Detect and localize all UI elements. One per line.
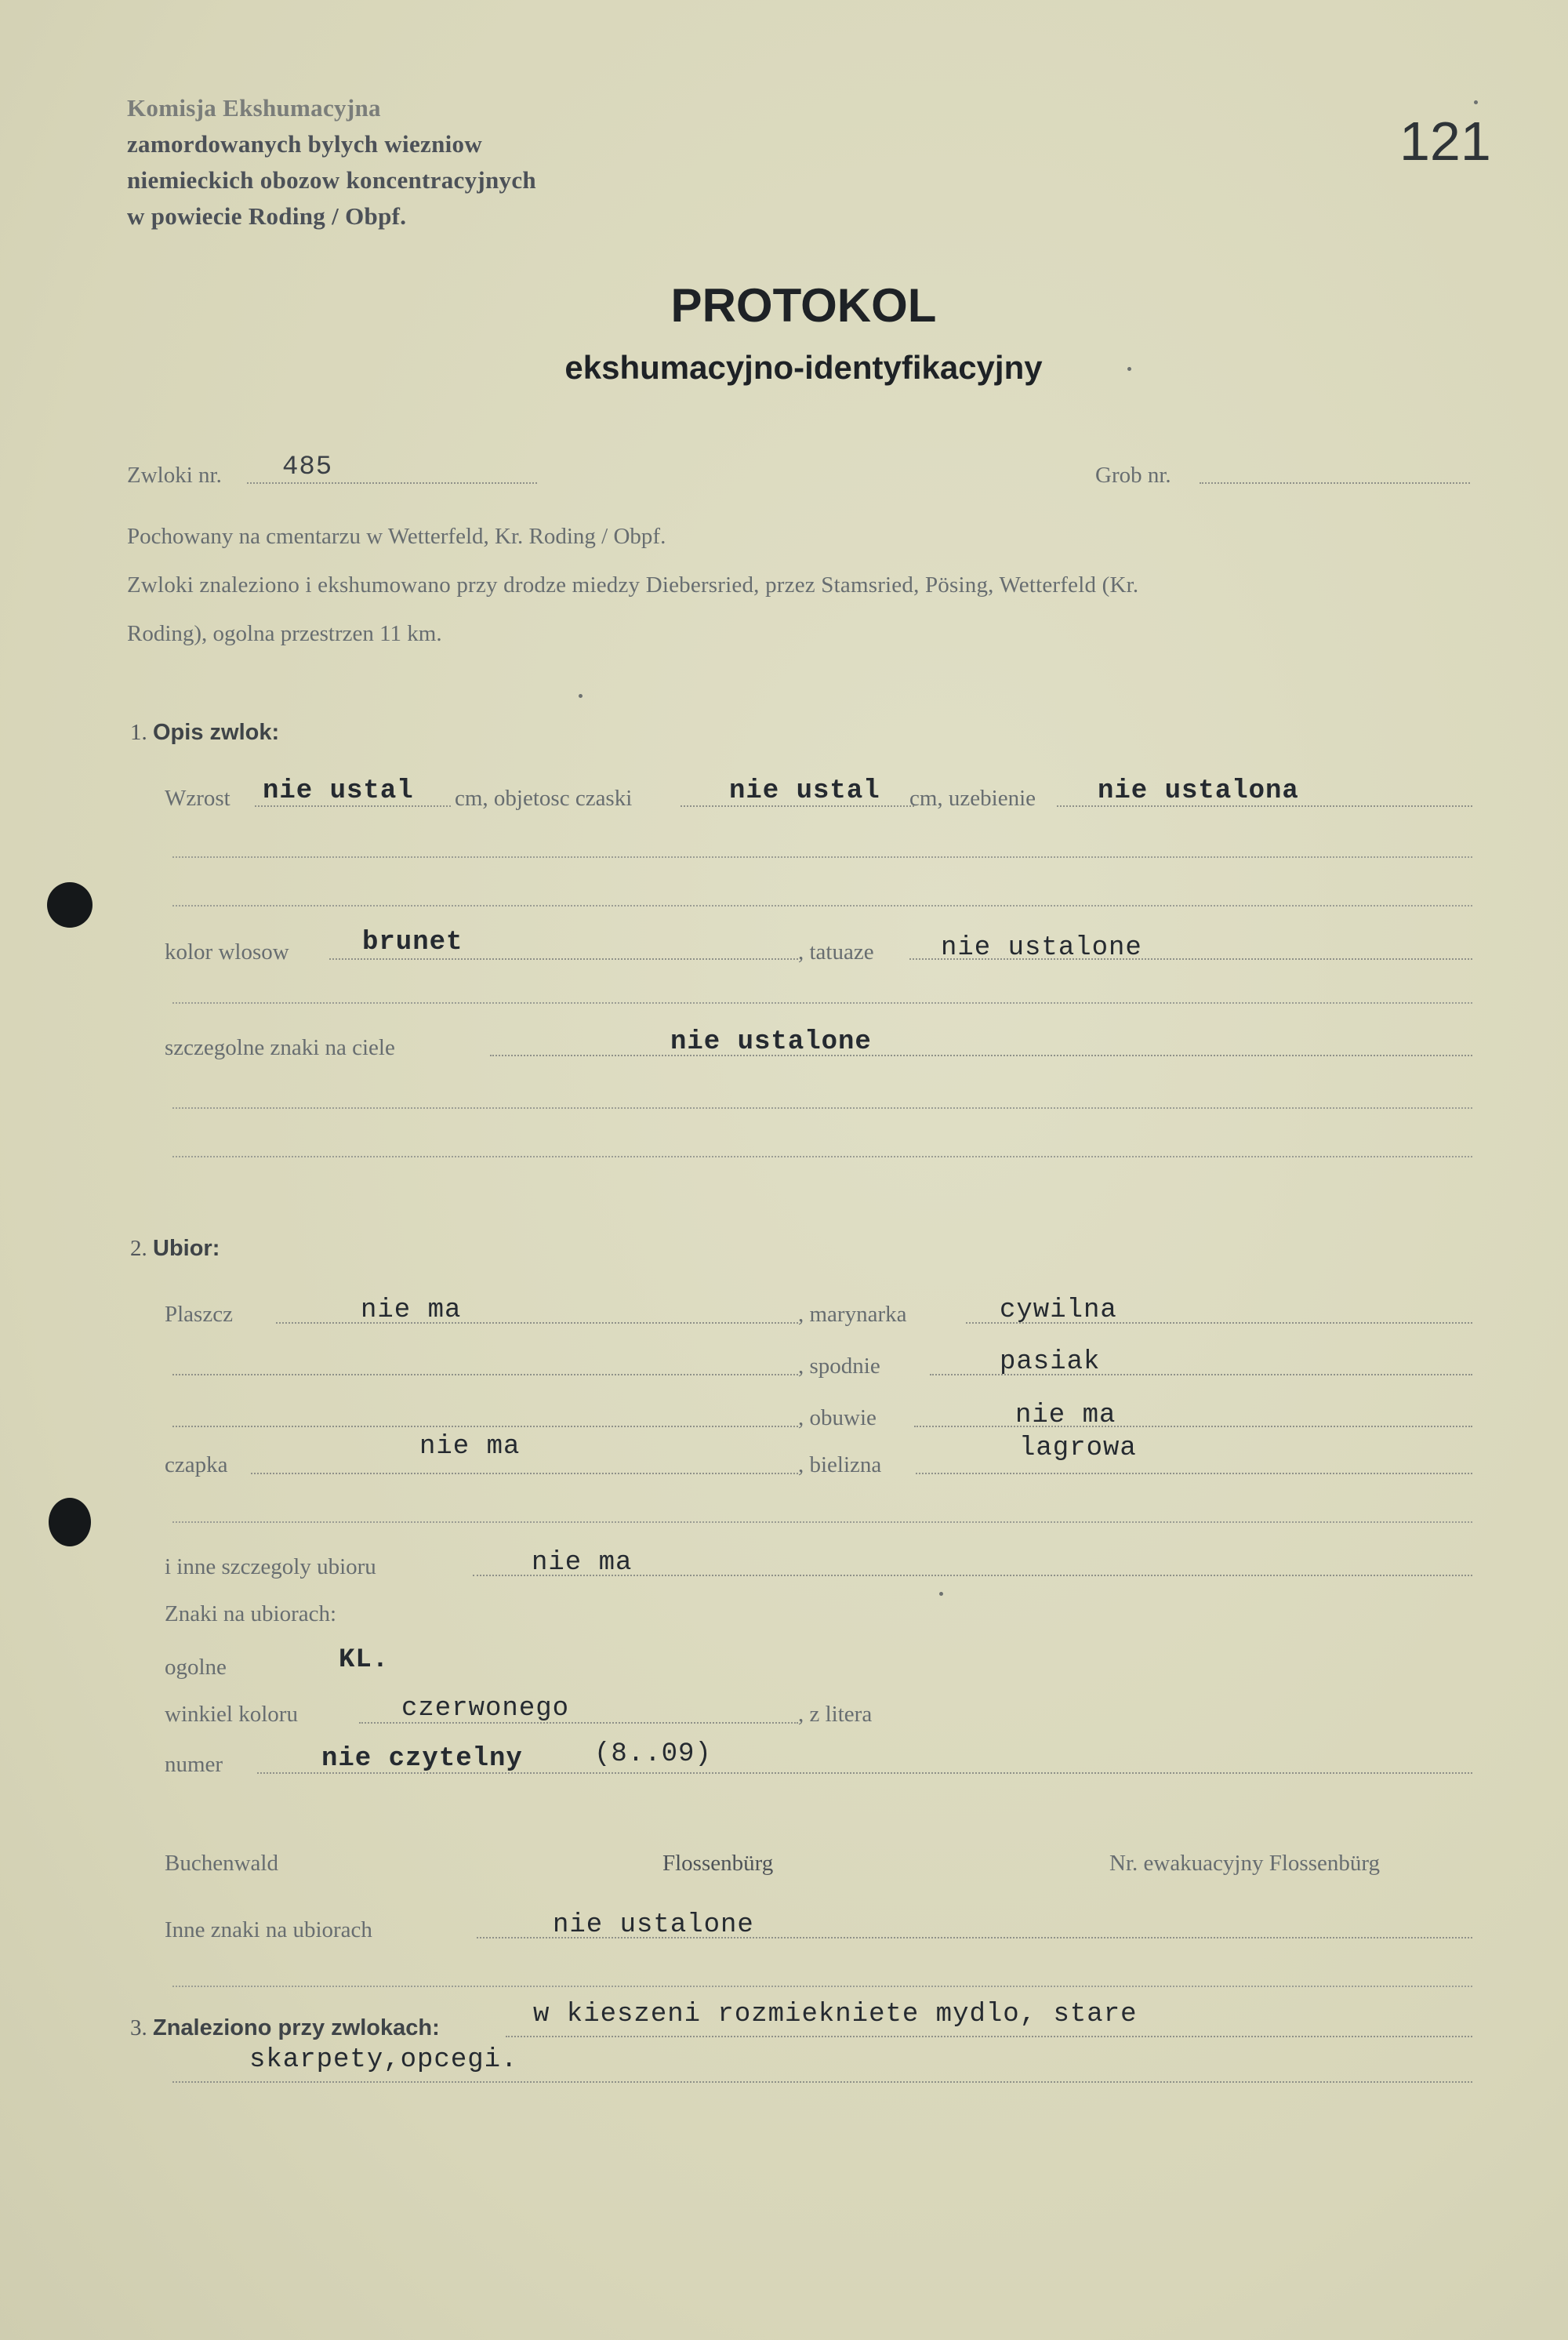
znaki-ciele-label: szczegolne znaki na ciele [165, 1035, 395, 1060]
spodnie-value: pasiak [1000, 1347, 1101, 1377]
document-subtitle: ekshumacyjno-identyfikacyjny [564, 349, 1043, 386]
wzrost-unit: cm, objetosc czaski [455, 786, 633, 811]
section-3-title: Znaleziono przy zwlokach: [153, 2015, 440, 2040]
plaszcz-value: nie ma [361, 1295, 462, 1325]
bielizna-label: , bielizna [798, 1452, 882, 1477]
marynarka-value: cywilna [1000, 1295, 1117, 1325]
obuwie-dotline [914, 1426, 1472, 1427]
blank-line [172, 1521, 1472, 1523]
section-2-number: 2. [130, 1236, 147, 1261]
ogolne-label: ogolne [165, 1655, 227, 1680]
blank-left-dotline [172, 1426, 798, 1427]
winkiel-label: winkiel koloru [165, 1702, 298, 1727]
plaszcz-label: Plaszcz [165, 1302, 233, 1327]
section-3-line-1: w kieszeni rozmiekniete mydlo, stare [533, 2000, 1138, 2029]
section-1-heading [130, 720, 279, 746]
section-1-title: Opis zwlok: [153, 720, 280, 745]
paper-speck [579, 694, 583, 698]
section-1-number: 1. [130, 720, 147, 745]
punch-hole-bottom [49, 1498, 91, 1546]
bielizna-value: lagrowa [1019, 1433, 1137, 1463]
czapka-label: czapka [165, 1452, 228, 1477]
intro-line-3: Roding), ogolna przestrzen 11 km. [127, 621, 442, 646]
bielizna-dotline [916, 1473, 1472, 1474]
header-line-4: w powiecie Roding / Obpf. [127, 202, 407, 230]
marynarka-label: , marynarka [798, 1302, 907, 1327]
flossenburg-label: Flossenbürg [662, 1851, 774, 1876]
blank-left-dotline [172, 1374, 798, 1375]
ogolne-value: KL. [339, 1645, 390, 1675]
paper-speck [1474, 100, 1478, 104]
section-3-number: 3. [130, 2015, 147, 2040]
ewakuacyjny-label: Nr. ewakuacyjny Flossenbürg [1109, 1851, 1380, 1876]
grob-label: Grob nr. [1095, 463, 1171, 488]
kolor-dotline [329, 958, 798, 960]
obuwie-label: , obuwie [798, 1405, 877, 1430]
section-3-line-2: skarpety,opcegi. [249, 2045, 518, 2075]
page-number: 121 [1399, 111, 1491, 172]
litera-label: , z litera [798, 1702, 873, 1727]
czapka-value: nie ma [419, 1432, 521, 1462]
document-title: PROTOKOL [670, 279, 937, 332]
section-3-dotline-2 [172, 2081, 1472, 2083]
wzrost-label: Wzrost [165, 786, 230, 811]
inne-znaki-value: nie ustalone [553, 1910, 754, 1940]
inne-znaki-label: Inne znaki na ubiorach [165, 1917, 372, 1942]
znaki-ciele-value: nie ustalone [670, 1027, 872, 1057]
tatuaze-value: nie ustalone [941, 933, 1142, 963]
zwloki-label: Zwloki nr. [127, 463, 222, 488]
numer-value: nie czytelny [321, 1744, 523, 1774]
blank-line [172, 1986, 1472, 1987]
winkiel-value: czerwonego [401, 1694, 570, 1724]
uzebienie-value: nie ustalona [1098, 776, 1299, 806]
blank-line [172, 856, 1472, 858]
section-3-heading [130, 2015, 440, 2041]
zwloki-value: 485 [282, 452, 333, 482]
blank-line [172, 1107, 1472, 1109]
intro-line-2: Zwloki znaleziono i ekshumowano przy drodze miedzy Diebersried, przez Stamsried, Pösing, Wetterfeld (Kr. [127, 572, 1139, 598]
numer-extra: (8..09) [594, 1739, 712, 1769]
blank-line [172, 1002, 1472, 1004]
znaki-ciele-dotline [490, 1055, 1472, 1056]
header-line-2: zamordowanych bylych wiezniow [127, 130, 483, 158]
section-2-title: Ubior: [153, 1236, 220, 1261]
czaszka-unit: cm, uzebienie [909, 786, 1036, 811]
blank-line [172, 905, 1472, 907]
section-3-dotline [506, 2036, 1472, 2037]
section-2-heading [130, 1236, 220, 1262]
buchenwald-label: Buchenwald [165, 1851, 278, 1876]
kolor-label: kolor wlosow [165, 939, 289, 965]
header-line-1: Komisja Ekshumacyjna [127, 94, 381, 122]
inne-szczegoly-label: i inne szczegoly ubioru [165, 1554, 376, 1579]
plaszcz-dotline [276, 1322, 798, 1324]
zwloki-dotline [247, 482, 537, 484]
tatuaze-label: , tatuaze [798, 939, 874, 965]
blank-line [172, 1156, 1472, 1157]
grob-dotline [1200, 482, 1470, 484]
kolor-value: brunet [362, 928, 463, 957]
znaki-ubiorach-label: Znaki na ubiorach: [165, 1601, 337, 1626]
inne-szczegoly-value: nie ma [532, 1548, 633, 1578]
header-line-3: niemieckich obozow koncentracyjnych [127, 166, 536, 194]
wzrost-value: nie ustal [263, 776, 414, 806]
czapka-dotline [251, 1473, 798, 1474]
czaszka-value: nie ustal [729, 776, 880, 806]
intro-line-1: Pochowany na cmentarzu w Wetterfeld, Kr. Roding / Obpf. [127, 524, 666, 549]
paper-speck [939, 1592, 943, 1596]
numer-label: numer [165, 1752, 223, 1777]
spodnie-label: , spodnie [798, 1353, 880, 1379]
obuwie-value: nie ma [1015, 1401, 1116, 1430]
punch-hole-top [47, 882, 93, 928]
